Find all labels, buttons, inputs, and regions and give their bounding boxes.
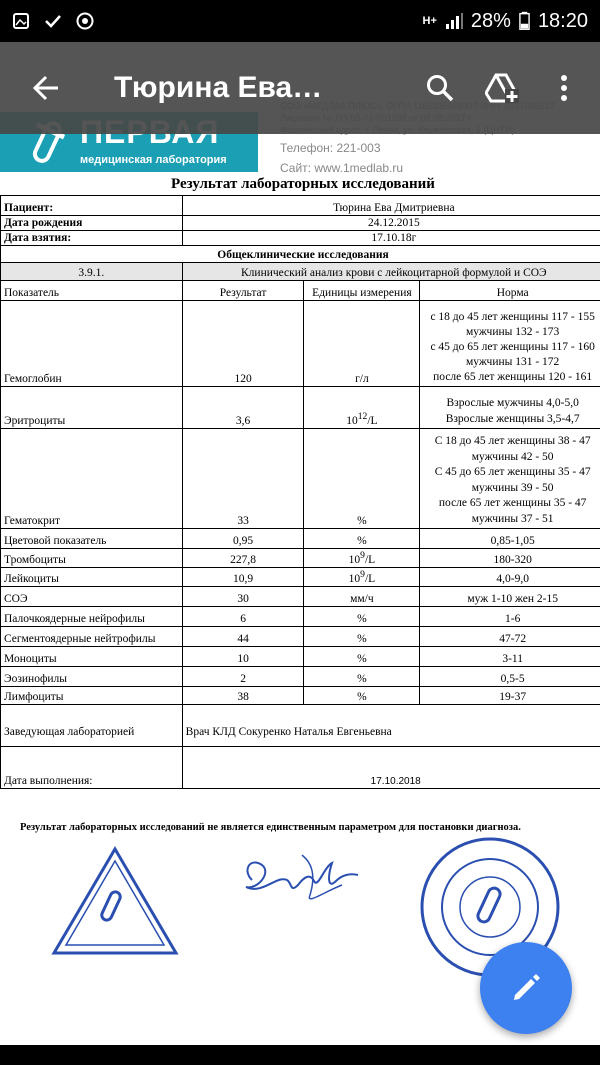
result-value: 33 [182, 429, 304, 529]
patient-label: Пациент: [1, 196, 183, 216]
indicator-name: Тромбоциты [1, 549, 183, 568]
clock: 18:20 [537, 9, 588, 32]
done-date-value: 17.10.2018 [182, 747, 600, 789]
table-row [1, 429, 600, 529]
navigation-bar [0, 1045, 600, 1065]
done-date-label: Дата выполнения: [1, 747, 183, 789]
header-units: Единицы измерения [304, 281, 420, 301]
indicator-name: СОЭ [1, 587, 183, 607]
units-value: $10^{12}/L$ [304, 387, 420, 429]
taken-label: Дата взятия: [1, 231, 183, 246]
norm-value: 0,85-1,05 [420, 529, 600, 549]
units-value: мм/ч [304, 587, 420, 607]
triangle-stamp [50, 845, 180, 957]
table-row [1, 387, 600, 429]
document-title: Тюрина Ева… [114, 71, 323, 104]
table-row [1, 705, 600, 747]
arrow-back-icon [31, 73, 61, 103]
result-value: 44 [182, 627, 304, 647]
search-icon [425, 73, 455, 103]
results-table [0, 195, 600, 789]
patient-value: Тюрина Ева Дмитриевна [182, 196, 600, 216]
table-row [1, 529, 600, 549]
table-row [1, 607, 600, 627]
table-row [1, 568, 600, 587]
indicator-name: Цветовой показатель [1, 529, 183, 549]
units-value: % [304, 667, 420, 687]
dob-label: Дата рождения [1, 216, 183, 231]
table-row [1, 587, 600, 607]
report-title: Результат лабораторных исследований [171, 176, 435, 192]
norm-value: Взрослые мужчины 4,0-5,0 Взрослые женщины 3,5-4,7 [420, 387, 600, 429]
document-page [0, 100, 600, 1040]
pencil-icon [509, 971, 543, 1005]
table-row [1, 627, 600, 647]
norm-value: 180-320 [420, 549, 600, 568]
table-row [1, 301, 600, 387]
norm-value: с 18 до 45 лет женщины 117 - 155 мужчины 132 - 173 с 45 до 65 лет женщины 117 - 160 мужчины 131 - 172 после 65 лет женщины 120 - 161 [420, 301, 600, 387]
result-value: 120 [182, 301, 304, 387]
lab-phone: Телефон: 221-003 [280, 141, 381, 155]
more-vert-icon [559, 73, 569, 103]
units-value: % [304, 627, 420, 647]
edit-button[interactable] [480, 942, 572, 1034]
lab-head-value: Врач КЛД Сокуренко Наталья Евгеньевна [182, 705, 600, 747]
signature [232, 845, 362, 915]
dob-value: 24.12.2015 [182, 216, 600, 231]
norm-value: 4,0-9,0 [420, 568, 600, 587]
app-bar [0, 42, 600, 134]
units-value: % [304, 429, 420, 529]
norm-value: 0,5-5 [420, 667, 600, 687]
table-row [1, 747, 600, 789]
back-button[interactable] [22, 64, 70, 112]
table-row [1, 549, 600, 568]
test-code: 3.9.1. [1, 263, 183, 281]
norm-value: С 18 до 45 лет женщины 38 - 47 мужчины 42 - 50 С 45 до 65 лет женщины 35 - 47 мужчины 39 - 50 после 65 лет женщины 35 - 47 мужчины 37 - 51 [420, 429, 600, 529]
result-value: 0,95 [182, 529, 304, 549]
units-value: г/л [304, 301, 420, 387]
header-norm: Норма [420, 281, 600, 301]
test-name: Клинический анализ крови с лейкоцитарной формулой и СОЭ [182, 263, 600, 281]
header-result: Результат [182, 281, 304, 301]
drive-add-icon [485, 73, 519, 103]
status-bar [0, 0, 600, 42]
table-row [1, 687, 600, 705]
more-options-button[interactable] [544, 68, 584, 108]
indicator-name: Гемоглобин [1, 301, 183, 387]
norm-value: 1-6 [420, 607, 600, 627]
indicator-name: Лимфоциты [1, 687, 183, 705]
indicator-name: Лейкоциты [1, 568, 183, 587]
taken-value: 17.10.18г [182, 231, 600, 246]
check-icon [44, 12, 62, 30]
disclaimer-text: Результат лабораторных исследований не является единственным параметром для постановки диагноза. [20, 822, 521, 833]
signal-icon [445, 12, 463, 30]
units-value: $10^9/L$ [304, 549, 420, 568]
units-value: % [304, 607, 420, 627]
units-value: % [304, 647, 420, 667]
table-row [1, 667, 600, 687]
logo-subtitle: медицинская лаборатория [80, 154, 227, 166]
lab-site: Сайт: www.1medlab.ru [280, 161, 404, 175]
norm-value: муж 1-10 жен 2-15 [420, 587, 600, 607]
result-value: 10 [182, 647, 304, 667]
result-value: 10,9 [182, 568, 304, 587]
result-value: 227,8 [182, 549, 304, 568]
indicator-name: Эозинофилы [1, 667, 183, 687]
units-value: $10^9/L$ [304, 568, 420, 587]
indicator-name: Сегментоядерные нейтрофилы [1, 627, 183, 647]
norm-value: 19-37 [420, 687, 600, 705]
add-to-drive-button[interactable] [482, 68, 522, 108]
section-title: Общеклинические исследования [1, 246, 600, 263]
gallery-icon [12, 12, 30, 30]
chrome-icon [76, 12, 94, 30]
result-value: 3,6 [182, 387, 304, 429]
indicator-name: Палочкоядерные нейрофилы [1, 607, 183, 627]
result-value: 6 [182, 607, 304, 627]
indicator-name: Эритроциты [1, 387, 183, 429]
battery-percent: 28% [470, 9, 511, 32]
network-type: H+ [422, 14, 437, 27]
search-button[interactable] [420, 68, 460, 108]
units-value: % [304, 687, 420, 705]
units-value: % [304, 529, 420, 549]
norm-value: 47-72 [420, 627, 600, 647]
battery-icon [519, 11, 530, 31]
result-value: 2 [182, 667, 304, 687]
indicator-name: Моноциты [1, 647, 183, 667]
header-indicator: Показатель [1, 281, 183, 301]
result-value: 38 [182, 687, 304, 705]
indicator-name: Гематокрит [1, 429, 183, 529]
table-row [1, 647, 600, 667]
lab-head-label: Заведующая лабораторией [1, 705, 183, 747]
result-value: 30 [182, 587, 304, 607]
norm-value: 3-11 [420, 647, 600, 667]
